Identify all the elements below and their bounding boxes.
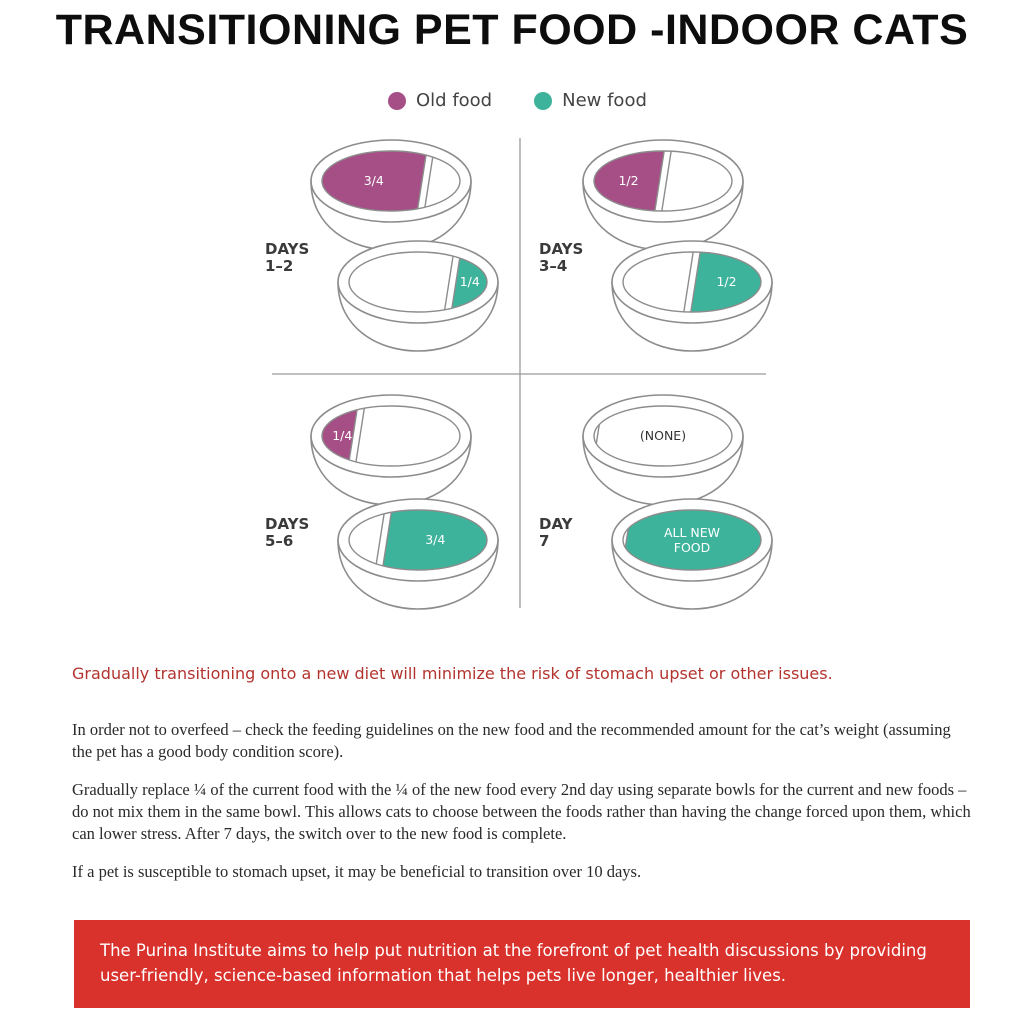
page-title: TRANSITIONING PET FOOD -INDOOR CATS <box>55 6 969 54</box>
caption: Gradually transitioning onto a new diet will minimize the risk of stomach upset or other issues. <box>72 664 833 683</box>
old-food-bowl-1 <box>311 140 471 250</box>
paragraph-3: If a pet is susceptible to stomach upset, it may be beneficial to transition over 10 days. <box>72 862 642 881</box>
old-food-bowl-1-label: 3/4 <box>363 172 384 188</box>
old-food-bowl-2 <box>583 140 743 250</box>
paragraph-1: In order not to overfeed – check the feeding guidelines on the new food and the recommended amount for the cat’s weight (assuming the pet has a good body condition score). <box>72 720 951 761</box>
new-food-bowl-1-label: 1/4 <box>459 273 480 289</box>
new-food-bowl-2-label: 1/2 <box>716 273 737 289</box>
panel-3 <box>311 395 498 609</box>
new-food-bowl-4 <box>612 499 772 609</box>
new-food-bowl-1 <box>338 241 498 351</box>
old-food-bowl-3 <box>311 395 471 505</box>
paragraph-2: Gradually replace ¼ of the current food with the ¼ of the new food every 2nd day using separate bowls for the current and new foods – do not mix them in the same bowl. This allows cats to choose between the foods rather than having the change forced upon them, which can lower stress. After 7 days, the switch over to the new food is complete. <box>72 780 971 843</box>
days-label-3: DAYS 5–6 <box>265 515 310 550</box>
old-food-bowl-4 <box>583 395 743 505</box>
days-label-4: DAY 7 <box>539 515 573 550</box>
new-food-bowl-3 <box>338 499 498 609</box>
old-food-bowl-3-label: 1/4 <box>332 427 353 443</box>
panel-4 <box>583 395 772 609</box>
days-label-2: DAYS 3–4 <box>539 240 584 275</box>
legend-old-label: Old food <box>416 90 493 111</box>
panel-2 <box>583 140 772 351</box>
info-banner: The Purina Institute aims to help put nutrition at the forefront of pet health discussions by providing user-friendly, science-based information that helps pets live longer, healthier lives. <box>74 920 970 1008</box>
new-food-bowl-4-label: ALL NEW FOOD <box>663 524 721 555</box>
old-food-bowl-2-label: 1/2 <box>618 172 639 188</box>
new-food-bowl-2 <box>612 241 772 351</box>
panel-1 <box>311 140 498 351</box>
days-label-1: DAYS 1–2 <box>265 240 310 275</box>
legend-new-label: New food <box>562 90 647 111</box>
new-food-bowl-3-label: 3/4 <box>425 531 446 547</box>
old-food-bowl-4-label: (NONE) <box>639 427 687 443</box>
